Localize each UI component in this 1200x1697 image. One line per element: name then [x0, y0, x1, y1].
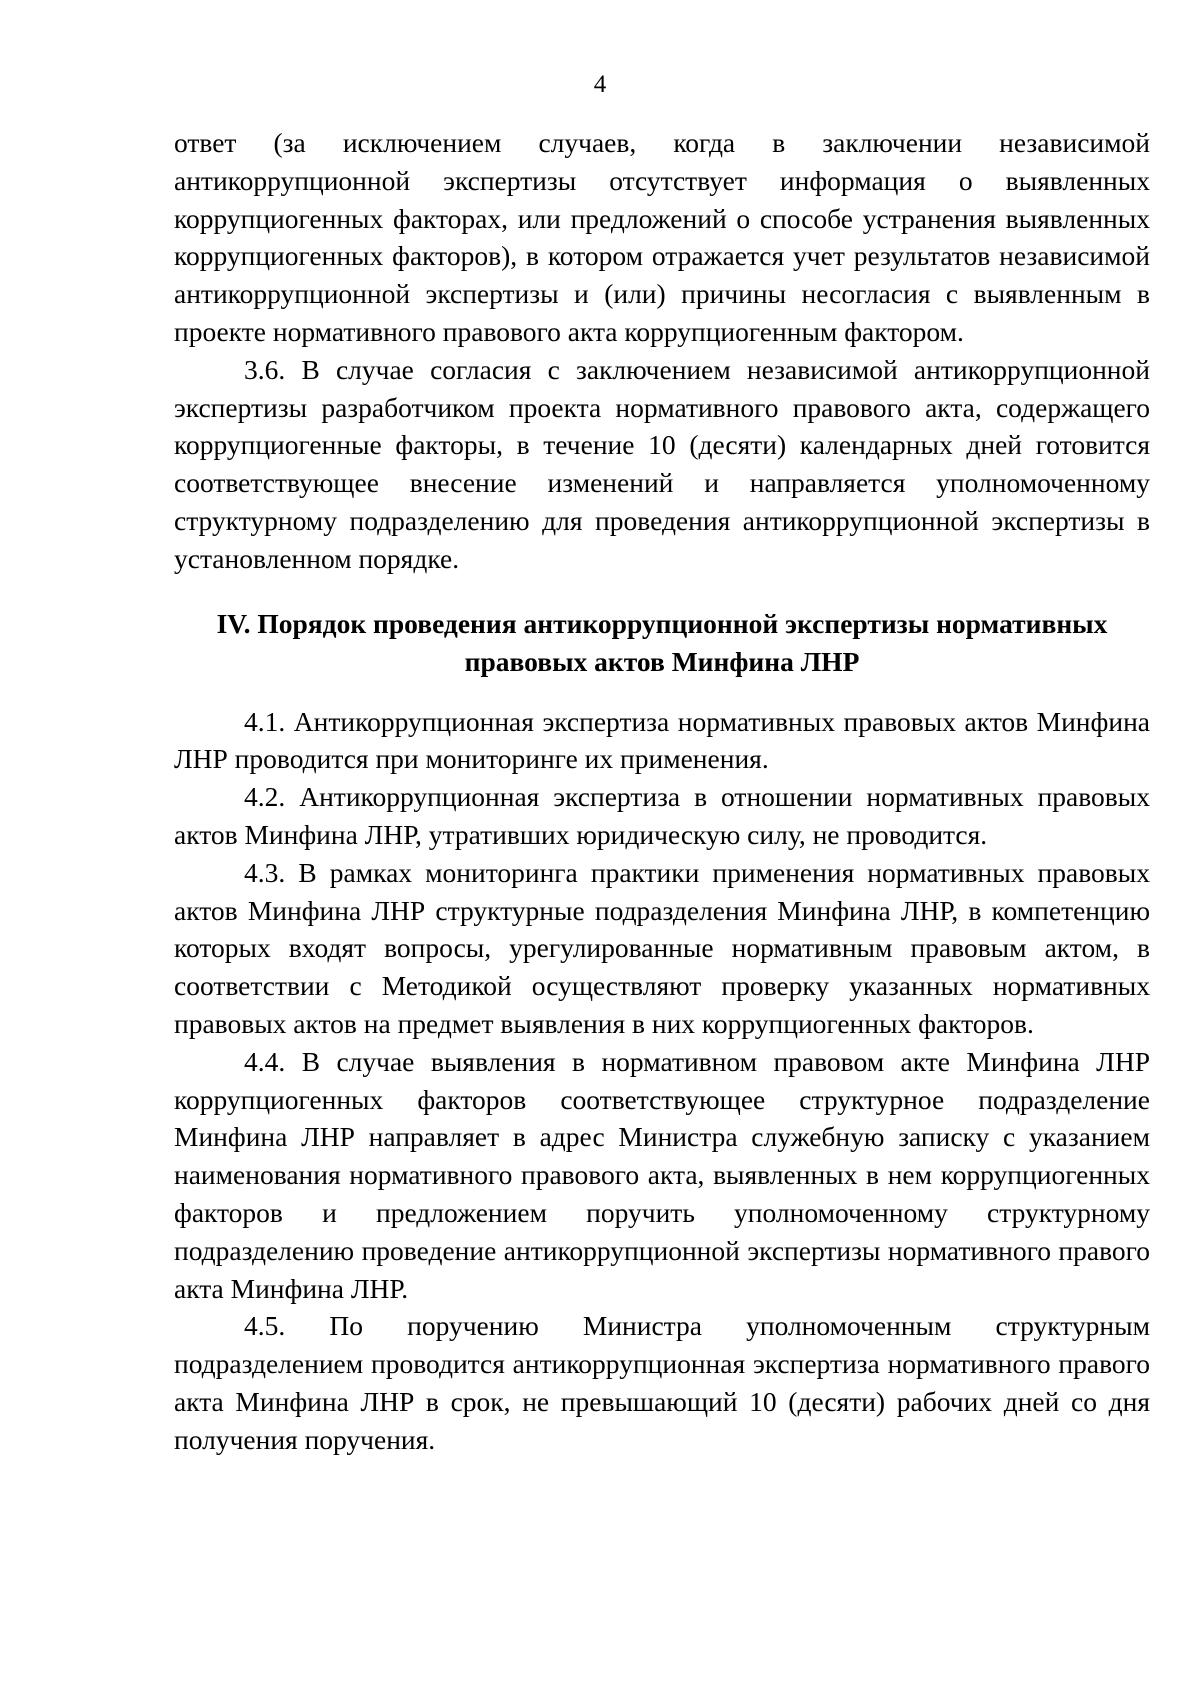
paragraph-3-6: 3.6. В случае согласия с заключением независимой антикоррупционной экспертизы разработчиком проекта нормативного правового акта, содержащего коррупциогенные факторы, в течение 10 (десяти) календарных дней готовится соответствующее внесение изменений и направляется уполномоченному структурному подразделению для проведения антикоррупционной экспертизы в установленном порядке.	[174, 353, 1150, 574]
paragraph-4-3: 4.3. В рамках мониторинга практики применения нормативных правовых актов Минфина ЛНР структурные подразделения Минфина ЛНР, в компетенцию которых входят вопросы, урегулированные нормативным правовым актом, в соответствии с Методикой осуществляют проверку указанных нормативных правовых актов на предмет выявления в них коррупциогенных факторов.	[174, 856, 1150, 1039]
page-number: 4	[593, 71, 607, 98]
paragraph-4-2: 4.2. Антикоррупционная экспертиза в отношении нормативных правовых актов Минфина ЛНР, утративших юридическую силу, не проводится.	[174, 781, 1150, 850]
paragraph-4-1: 4.1. Антикоррупционная экспертиза нормативных правовых актов Минфина ЛНР проводится при мониторинге их применения.	[174, 705, 1150, 775]
document-body	[174, 124, 1150, 1459]
paragraph-continuation: ответ (за исключением случаев, когда в заключении независимой антикоррупционной экспертизы отсутствует информация о выявленных коррупциогенных факторах, или предложений о способе устранения выявленных коррупциогенных факторов), в котором отражается учет результатов независимой антикоррупционной экспертизы и (или) причины несогласия с выявленным в проекте нормативного правового акта коррупциогенным фактором.	[174, 127, 1150, 347]
paragraph-4-5: 4.5. По поручению Министра уполномоченным структурным подразделением проводится антикоррупционная экспертиза нормативного правого акта Минфина ЛНР в срок, не превышающий 10 (десяти) рабочих дней со дня получения поручения.	[174, 1310, 1150, 1455]
section-heading	[174, 605, 1150, 681]
paragraph-4-4: 4.4. В случае выявления в нормативном правовом акте Минфина ЛНР коррупциогенных факторов соответствующее структурное подразделение Минфина ЛНР направляет в адрес Министра служебную записку с указанием наименования нормативного правового акта, выявленных в нем коррупциогенных факторов и предложением поручить уполномоченному структурному подразделению проведение антикоррупционной экспертизы нормативного правого акта Минфина ЛНР.	[174, 1045, 1150, 1304]
section-heading-line-2: правовых актов Минфина ЛНР	[464, 645, 860, 677]
section-heading-line-1: IV. Порядок проведения антикоррупционной экспертизы нормативных	[216, 607, 1108, 639]
